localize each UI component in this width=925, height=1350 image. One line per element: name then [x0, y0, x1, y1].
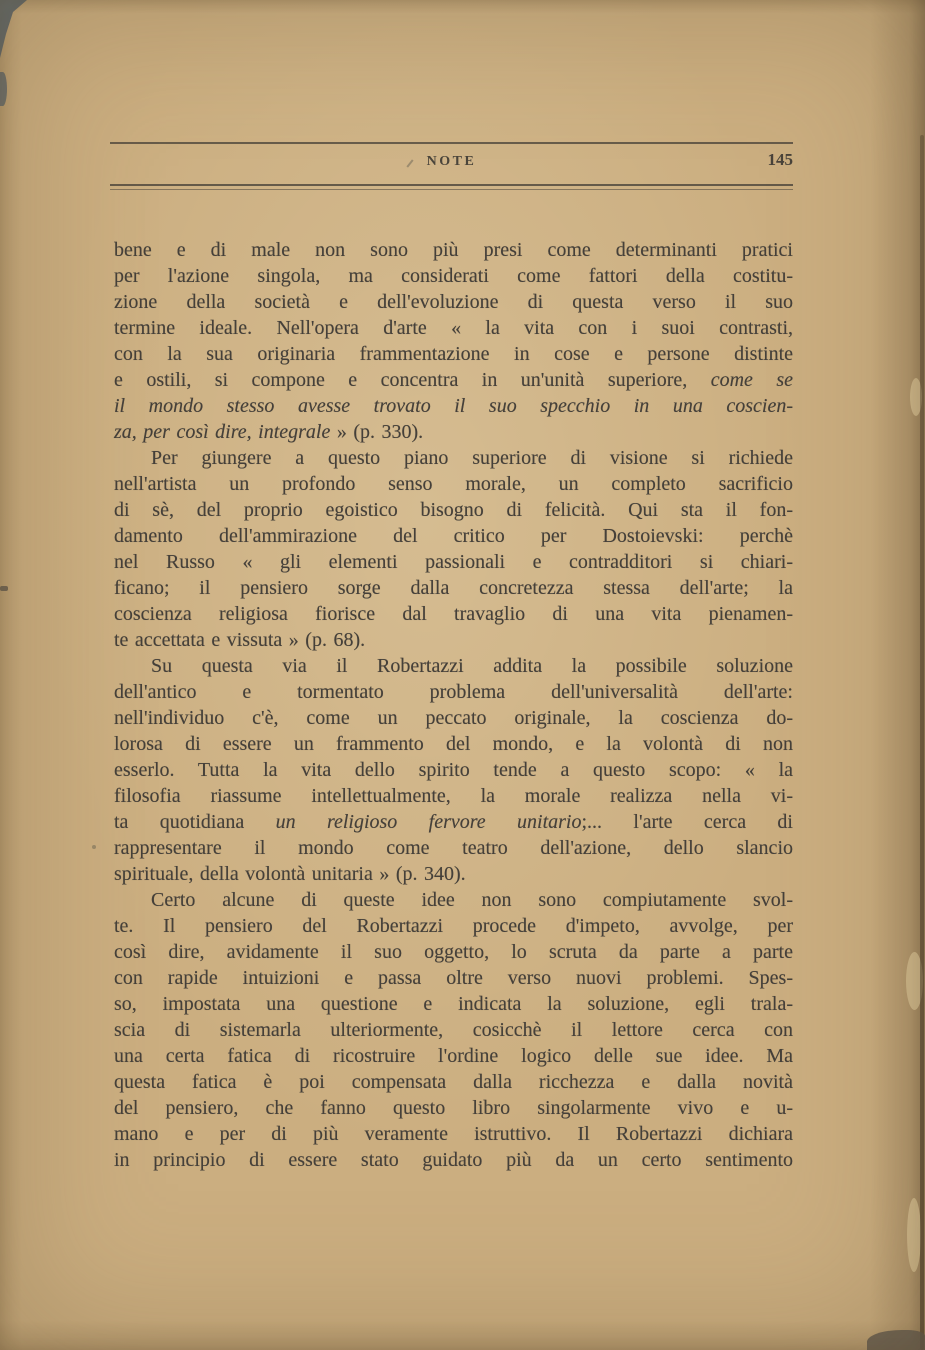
text-segment: esserlo. Tutta la vita dello spirito tende a questo scopo: « la [114, 759, 793, 781]
text-segment: con la sua originaria frammentazione in cose e persone distinte [114, 343, 793, 365]
page-edge-shadow [920, 135, 924, 1350]
text-segment: ficano; il pensiero sorge dalla concretezza stessa dell'arte; la [114, 577, 793, 599]
text-segment: damento dell'ammirazione del critico per Dostoievski: perchè [114, 525, 793, 547]
text-line [114, 367, 793, 393]
edge-chip [906, 952, 923, 1010]
header-rule-bottom-thin [110, 189, 793, 190]
text-line [114, 809, 793, 835]
text-segment: in principio di essere stato guidato più da un certo sentimento [114, 1149, 793, 1171]
body-text [114, 237, 793, 1173]
text-segment: te accettata e vissuta » (p. 68). [114, 629, 366, 651]
text-line [114, 1121, 793, 1147]
text-line [114, 783, 793, 809]
text-segment: zione della società e dell'evoluzione di questa verso il suo [114, 291, 793, 313]
text-segment: questa fatica è poi compensata dalla ricchezza e dalla novità [114, 1071, 793, 1093]
text-line [114, 523, 793, 549]
text-line [114, 497, 793, 523]
text-segment: Su questa via il Robertazzi addita la possibile soluzione [151, 655, 793, 677]
text-line [114, 237, 793, 263]
text-line [114, 991, 793, 1017]
text-line [114, 939, 793, 965]
italic-text-segment: il mondo stesso avesse trovato il suo specchio in una coscien- [114, 395, 793, 417]
text-line [114, 653, 793, 679]
text-segment: mano e per di più veramente istruttivo. Il Robertazzi dichiara [114, 1123, 793, 1145]
text-segment: Certo alcune di queste idee non sono compiutamente svol- [151, 889, 793, 911]
text-segment: nell'artista un profondo senso morale, un completo sacrificio [114, 473, 793, 495]
text-segment: per l'azione singola, ma considerati come fattori della costitu- [114, 265, 793, 287]
edge-chip [907, 1198, 921, 1272]
paper-speck [92, 845, 96, 849]
header-rule-bottom [110, 184, 793, 186]
text-segment: di sè, del proprio egoistico bisogno di felicità. Qui sta il fon- [114, 499, 793, 521]
text-line [114, 419, 793, 445]
text-segment: ;... l'arte cerca di [581, 811, 793, 833]
text-line [114, 549, 793, 575]
edge-chip [910, 378, 922, 416]
text-segment: nell'individuo c'è, come un peccato originale, la coscienza do- [114, 707, 793, 729]
text-segment: » (p. 330). [330, 421, 424, 443]
text-line [114, 705, 793, 731]
text-line [114, 289, 793, 315]
text-segment: scia di sistemarla ulteriormente, cosicchè il lettore cerca con [114, 1019, 793, 1041]
text-line [114, 445, 793, 471]
text-segment: filosofia riassume intellettualmente, la morale realizza nella vi- [114, 785, 793, 807]
running-head-title: NOTE [426, 154, 477, 169]
text-line [114, 965, 793, 991]
text-segment: e ostili, si compone e concentra in un'unità superiore, [114, 369, 711, 391]
text-line [114, 627, 793, 653]
torn-corner-artifact [0, 0, 34, 62]
text-line [114, 575, 793, 601]
text-line [114, 1043, 793, 1069]
text-segment: coscienza religiosa fiorisce dal travaglio di una vita pienamen- [114, 603, 793, 625]
text-line [114, 601, 793, 627]
text-segment: so, impostata una questione e indicata la soluzione, egli trala- [114, 993, 793, 1015]
text-line [114, 887, 793, 913]
italic-text-segment: un religioso fervore unitario [275, 811, 582, 833]
text-line [114, 1095, 793, 1121]
italic-text-segment: come se [710, 369, 794, 391]
text-line [114, 263, 793, 289]
text-segment: bene e di male non sono più presi come determinanti pratici [114, 239, 793, 261]
text-segment: nel Russo « gli elementi passionali e contradditori si chiari- [114, 551, 793, 573]
text-segment: rappresentare il mondo come teatro dell'azione, dello slancio [114, 837, 793, 859]
text-segment: Per giungere a questo piano superiore di visione si richiede [151, 447, 793, 469]
text-line [114, 1017, 793, 1043]
text-segment: con rapide intuizioni e passa oltre verso nuovi problemi. Spes- [114, 967, 793, 989]
text-segment: ta quotidiana [114, 811, 276, 833]
text-line [114, 679, 793, 705]
text-segment: del pensiero, che fanno questo libro singolarmente vivo e u- [114, 1097, 793, 1119]
text-segment: termine ideale. Nell'opera d'arte « la vita con i suoi contrasti, [114, 317, 793, 339]
text-line [114, 341, 793, 367]
italic-text-segment: za, per così dire, integrale [114, 421, 331, 443]
page-number: 145 [767, 150, 793, 169]
text-line [114, 1147, 793, 1173]
text-line [114, 835, 793, 861]
text-line [114, 861, 793, 887]
text-line [114, 913, 793, 939]
text-line [114, 731, 793, 757]
text-line [114, 315, 793, 341]
text-segment: te. Il pensiero del Robertazzi procede d'impeto, avvolge, per [114, 915, 793, 937]
text-segment: lorosa di essere un frammento del mondo, e la volontà di non [114, 733, 793, 755]
text-line [114, 471, 793, 497]
corner-smudge [867, 1330, 925, 1350]
edge-mark [0, 586, 8, 591]
text-line [114, 1069, 793, 1095]
text-segment: così dire, avidamente il suo oggetto, lo scruta da parte a parte [114, 941, 793, 963]
text-segment: dell'antico e tormentato problema dell'universalità dell'arte: [114, 681, 793, 703]
text-segment: una certa fatica di ricostruire l'ordine logico delle sue idee. Ma [114, 1045, 793, 1067]
text-line [114, 757, 793, 783]
text-line [114, 393, 793, 419]
header-rule-top [110, 142, 793, 144]
text-segment: spirituale, della volontà unitaria » (p. 340). [114, 863, 466, 885]
torn-edge-notch [0, 72, 7, 106]
